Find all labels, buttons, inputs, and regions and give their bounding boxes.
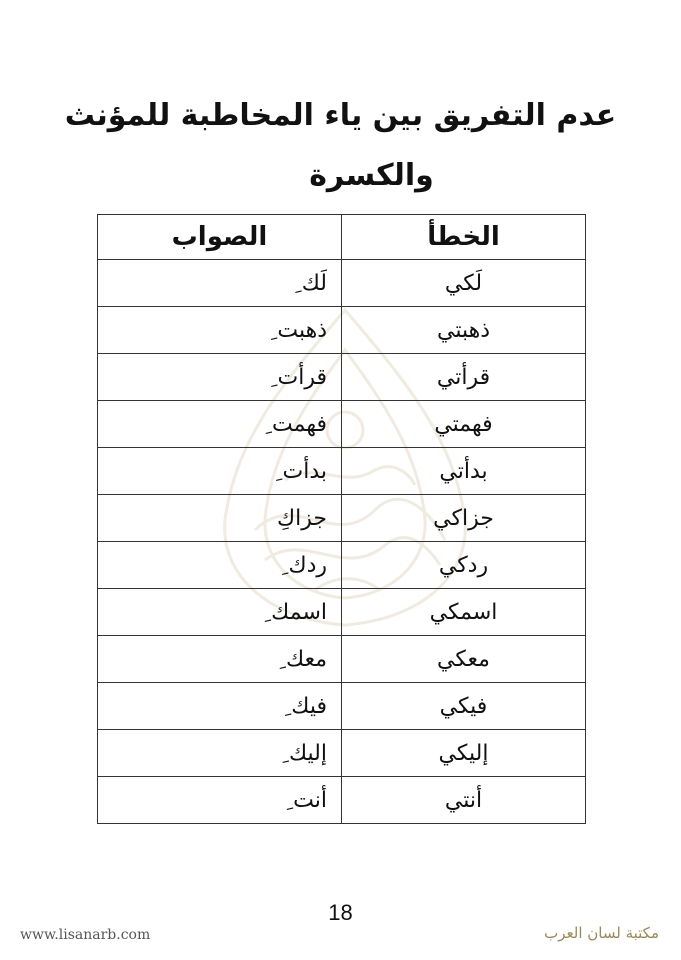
table-row	[98, 260, 586, 307]
table-row	[98, 448, 586, 495]
cell-right: لَك ِ	[98, 260, 342, 307]
website-link[interactable]: www.lisanarb.com	[20, 927, 151, 943]
cell-wrong: فيكي	[342, 683, 586, 730]
table-row	[98, 495, 586, 542]
cell-right: إليك ِ	[98, 730, 342, 777]
cell-wrong: بدأتي	[342, 448, 586, 495]
page-title-line-1: عدم التفريق بين ياء المخاطبة للمؤنث	[64, 98, 617, 133]
cell-right: جزاكِ	[98, 495, 342, 542]
cell-right: فيك ِ	[98, 683, 342, 730]
cell-wrong: ذهبتي	[342, 307, 586, 354]
cell-right: ذهبت ِ	[98, 307, 342, 354]
table-row	[98, 589, 586, 636]
page-number: 18	[328, 900, 353, 925]
table-row	[98, 401, 586, 448]
cell-wrong: فهمتي	[342, 401, 586, 448]
header-wrong: الخطأ	[342, 215, 586, 260]
cell-right: ردك ِ	[98, 542, 342, 589]
cell-wrong: أنتي	[342, 777, 586, 824]
header-right: الصواب	[98, 215, 342, 260]
cell-wrong: معكي	[342, 636, 586, 683]
cell-wrong: جزاكي	[342, 495, 586, 542]
publisher-name: مكتبة لسان العرب	[544, 924, 659, 942]
comparison-table	[97, 214, 586, 824]
table-row	[98, 777, 586, 824]
cell-wrong: قرأتي	[342, 354, 586, 401]
cell-right: قرأت ِ	[98, 354, 342, 401]
cell-wrong: لَكي	[342, 260, 586, 307]
cell-wrong: ردكي	[342, 542, 586, 589]
cell-right: معك ِ	[98, 636, 342, 683]
cell-right: أنت ِ	[98, 777, 342, 824]
table-row	[98, 542, 586, 589]
page-title-line-2: والكسرة	[309, 158, 434, 193]
cell-right: فهمت ِ	[98, 401, 342, 448]
table-row	[98, 354, 586, 401]
cell-wrong: اسمكي	[342, 589, 586, 636]
cell-wrong: إليكي	[342, 730, 586, 777]
table-header-row	[98, 215, 586, 260]
table-row	[98, 683, 586, 730]
cell-right: بدأت ِ	[98, 448, 342, 495]
table-row	[98, 307, 586, 354]
cell-right: اسمك ِ	[98, 589, 342, 636]
table-row	[98, 730, 586, 777]
table-row	[98, 636, 586, 683]
